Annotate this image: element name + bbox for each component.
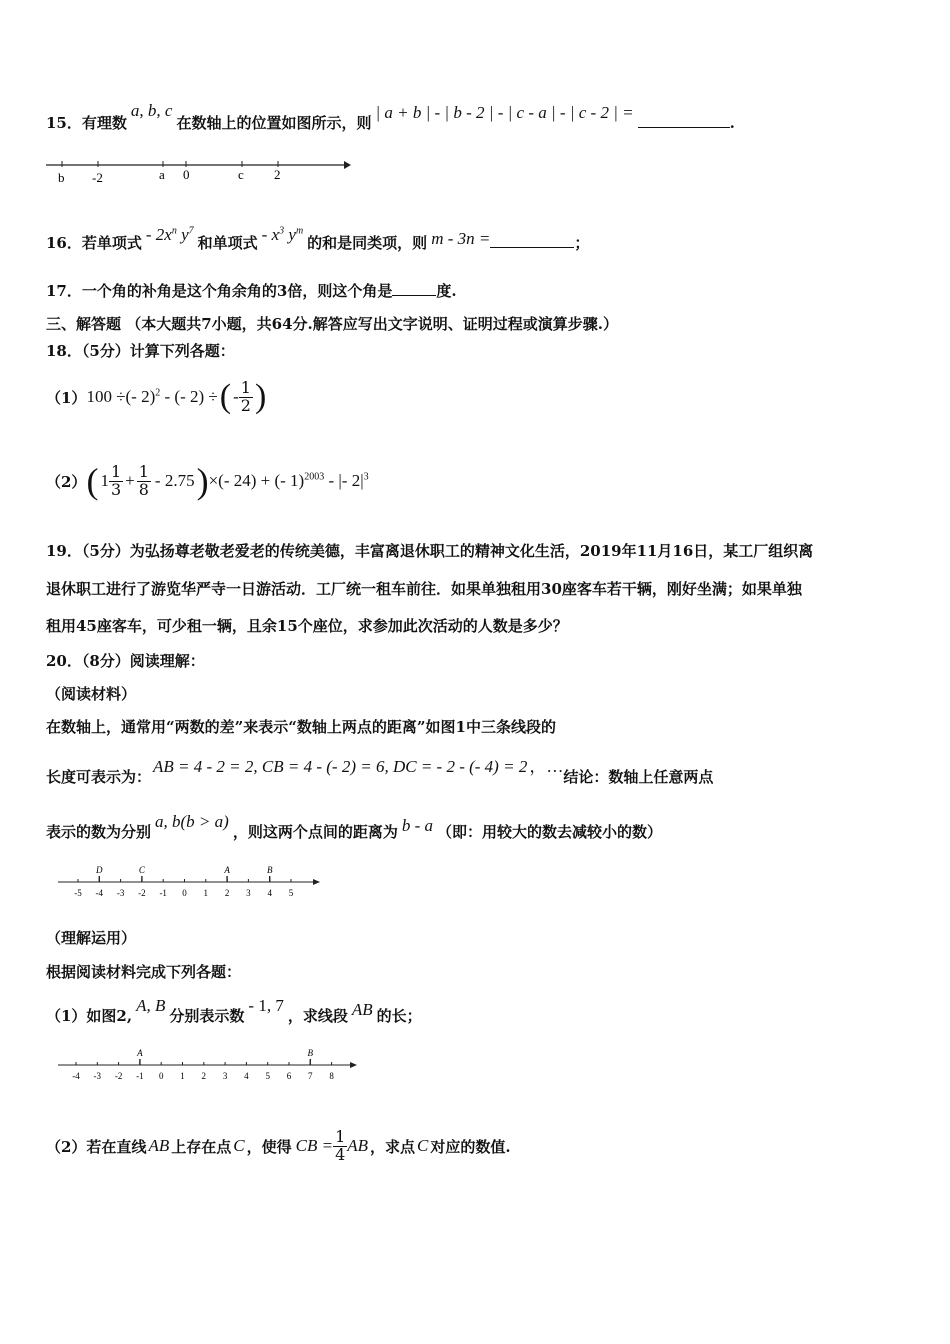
axis-label-c: c bbox=[238, 167, 244, 182]
fig2-tick-label: 8 bbox=[329, 1071, 334, 1081]
figure-1-number-line bbox=[58, 862, 323, 902]
fig2-tick-label: 4 bbox=[244, 1071, 249, 1081]
reading-material-label: （阅读材料） bbox=[46, 685, 137, 703]
axis-label-b: b bbox=[58, 170, 65, 185]
fig2-tick-label: 2 bbox=[201, 1071, 207, 1081]
sub-question-1: （1）如图2,A, B分别表示数- 1, 7，求线段 AB 的长； bbox=[46, 996, 422, 1025]
fig1-point-label: A bbox=[224, 865, 230, 875]
fig2-point-label: A bbox=[137, 1048, 143, 1058]
answer-blank[interactable] bbox=[638, 127, 730, 128]
fig2-tick-label: -4 bbox=[72, 1071, 80, 1081]
question-19-line-3: 租用45座客车，可少租一辆，且余15个座位，求参加此次活动的人数是多少？ bbox=[46, 617, 568, 635]
question-15: 15．有理数a, b, c在数轴上的位置如图所示，则| a + b | - | b - 2 | - | c - a | - | c - 2 | =. bbox=[46, 101, 735, 132]
axis-label-neg2: -2 bbox=[92, 170, 103, 185]
q18-p2-expression: ×(- 24) + (- 1)$^{2003}$ - |- $2|^3$ bbox=[208, 471, 369, 490]
axis-label-0: 0 bbox=[183, 167, 190, 182]
question-19-line-2: 退休职工进行了游览华严寺一日游活动．工厂统一租车前往．如果单独租用30座客车若干辆，刚好坐满；如果单独 bbox=[46, 580, 802, 598]
fig2-tick-label: 0 bbox=[158, 1071, 164, 1081]
expression-b-minus-a: b - a bbox=[401, 816, 433, 835]
fig1-tick-label: -4 bbox=[95, 888, 104, 898]
fig2-tick-label: 7 bbox=[308, 1071, 313, 1081]
fig2-tick-label: 5 bbox=[265, 1071, 270, 1081]
fig1-tick-label: -3 bbox=[116, 888, 125, 898]
distance-examples: AB = 4 - 2 = 2, CB = 4 - (- 2) = 6, DC = - 2 - (- 4) = 2 bbox=[153, 757, 528, 776]
fig2-tick-label: -1 bbox=[136, 1071, 144, 1081]
expression-ab: a, b(b > a) bbox=[155, 812, 229, 831]
fig1-tick-label: 0 bbox=[182, 888, 187, 898]
monomial-2: - $x^3$ $y^m$ bbox=[261, 225, 304, 244]
q18-part-1: （1） 100 ÷(- 2)$^2$ - (- 2) ÷ ( - $\frac{1}{2}$ ) bbox=[46, 377, 267, 415]
q18-p1-expression: 100 ÷(- 2)$^2$ - (- 2) ÷ bbox=[86, 387, 218, 406]
paren-right: ) bbox=[196, 461, 209, 501]
answer-blank[interactable] bbox=[392, 295, 436, 296]
reading-text-1: 在数轴上，通常用“两数的差”来表示“数轴上两点的距离”如图1中三条线段的 bbox=[46, 718, 556, 736]
apply-label: （理解运用） bbox=[46, 929, 137, 947]
fig1-point-label: D bbox=[96, 865, 103, 875]
fig1-tick-label: 4 bbox=[267, 888, 272, 898]
fraction-half: $\frac{1}{2}$ bbox=[240, 377, 251, 415]
fig2-arrow bbox=[350, 1062, 357, 1068]
fig2-tick-label: 3 bbox=[222, 1071, 228, 1081]
fig2-tick-label: -2 bbox=[114, 1071, 123, 1081]
reading-text-3: 表示的数为分别a, b(b > a)，则这两个点间的距离为 b - a （即：用较大的数去减较小的数） bbox=[46, 812, 663, 841]
fig2-point-label: B bbox=[307, 1048, 314, 1058]
paren-right: ) bbox=[254, 378, 267, 415]
monomial-1: - $2x^n$ $y^7$ bbox=[145, 225, 194, 244]
fig1-tick-label: -2 bbox=[138, 888, 146, 898]
fig2-tick-label: 1 bbox=[180, 1071, 185, 1081]
question-19-line-1: 19．（5分）为弘扬尊老敬老爱老的传统美德，丰富离退休职工的精神文化生活，2019年11月16日，某工厂组织离 bbox=[46, 542, 814, 560]
fraction-one-third: $\frac{1}{3}$ bbox=[110, 461, 122, 499]
question-17: 17．一个角的补角是这个角余角的3倍，则这个角是 度. bbox=[46, 282, 457, 300]
fig1-tick-label: -1 bbox=[159, 888, 167, 898]
section-heading: 三、解答题 （本大题共7小题，共64分.解答应写出文字说明、证明过程或演算步骤.） bbox=[46, 315, 618, 333]
figure-2-number-line bbox=[58, 1045, 363, 1085]
fraction-one-quarter: $\frac{1}{4}$ bbox=[335, 1126, 346, 1164]
answer-blank[interactable] bbox=[490, 247, 574, 248]
axis-label-a: a bbox=[159, 167, 165, 182]
apply-instruction: 根据阅读材料完成下列各题： bbox=[46, 963, 242, 981]
fig1-tick-label: 2 bbox=[224, 888, 230, 898]
question-20-heading: 20．（8分）阅读理解： bbox=[46, 652, 205, 670]
fig1-tick-label: -5 bbox=[74, 888, 82, 898]
fig2-tick-label: 6 bbox=[286, 1071, 292, 1081]
question-16: 16．若单项式 - $2x^n$ $y^7$和单项式 - $x^3$ $y^m$的和是同类项，则 m - 3n = ； bbox=[46, 225, 590, 252]
q16-expression: m - 3n = bbox=[431, 229, 491, 248]
fraction-one-eighth: $\frac{1}{8}$ bbox=[138, 461, 149, 499]
question-18-heading: 18．（5分）计算下列各题： bbox=[46, 342, 235, 360]
q18-part-2: （2） ( 1 $\frac{1}{3}$ + $\frac{1}{8}$ - 2.75 ) ×(- 24) + (- 1)$^{2003}$ - |- $2|^3$ bbox=[46, 461, 369, 501]
q15-expression: | a + b | - | b - 2 | - | c - a | - | c - 2 | = bbox=[375, 103, 634, 122]
axis-label-2: 2 bbox=[274, 167, 281, 182]
fig1-tick-label: 3 bbox=[246, 888, 251, 898]
fig1-tick-label: 5 bbox=[288, 888, 294, 898]
fig2-tick-label: -3 bbox=[93, 1071, 102, 1081]
fig1-point-label: C bbox=[138, 865, 145, 875]
paren-left: ( bbox=[219, 378, 232, 415]
reading-text-2: 长度可表示为：AB = 4 - 2 = 2, CB = 4 - (- 2) = 6, DC = - 2 - (- 4) = 2 ，…结论：数轴上任意两点 bbox=[46, 757, 714, 786]
q15-number-line bbox=[46, 155, 356, 190]
paren-left: ( bbox=[86, 461, 99, 501]
variables-abc: a, b, c bbox=[130, 101, 173, 120]
fig1-point-label: B bbox=[266, 865, 273, 875]
fig1-tick-label: 1 bbox=[203, 888, 209, 898]
fig1-arrow bbox=[313, 879, 320, 885]
sub-question-2: （2）若在直线 AB 上存在点 C ，使得 CB = $\frac{1}{4}$ AB ，求点 C 对应的数值. bbox=[46, 1126, 511, 1164]
